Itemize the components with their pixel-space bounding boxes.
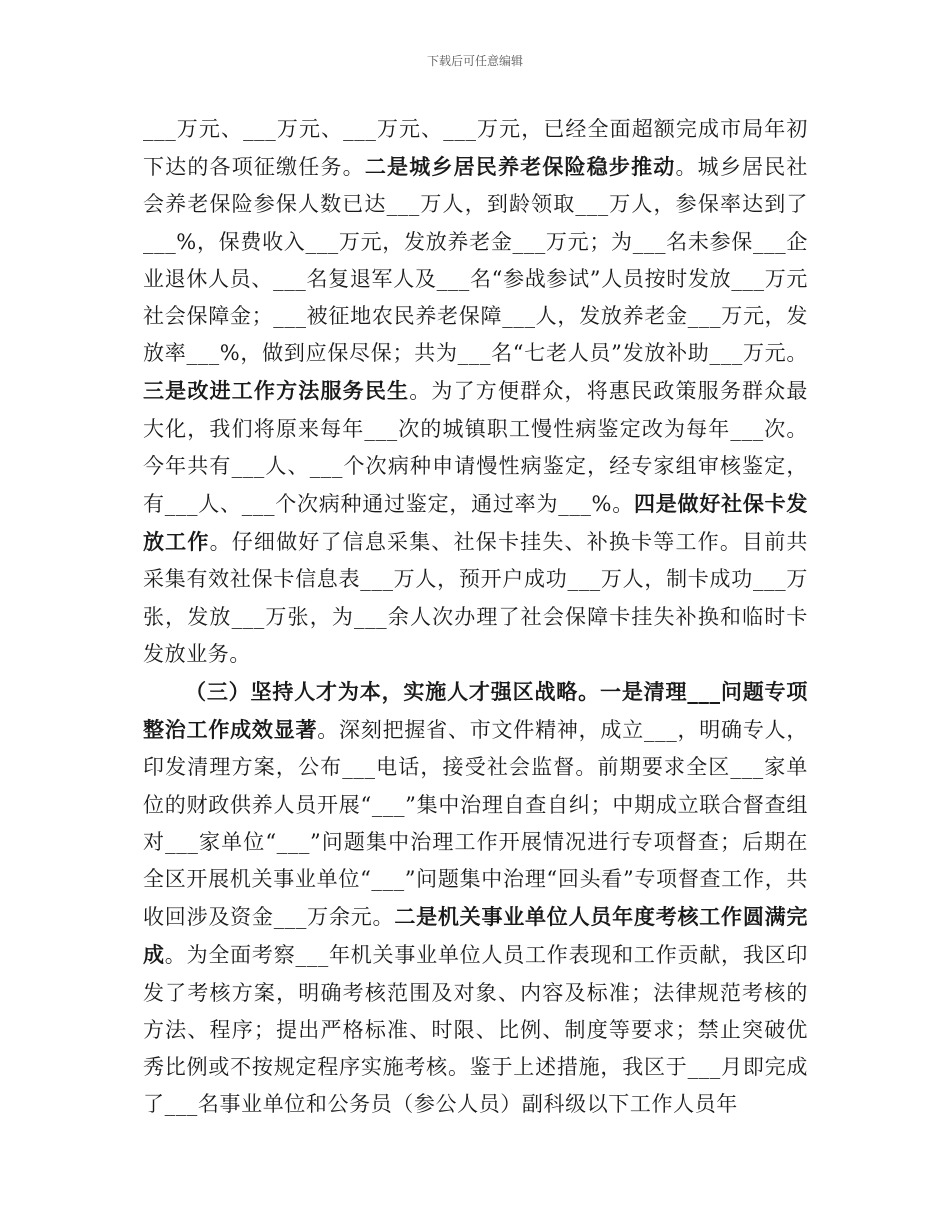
paragraph-1 xyxy=(143,111,808,673)
document-body xyxy=(143,111,808,1123)
text-run: 。为了方便群众，将惠民政策服务群众最大化，我们将原来每年___次的城镇职工慢性病鉴定改为每年___次。今年共有___人、___个次病种申请慢性病鉴定，经专家组审核鉴定，有___人、___个次病种通过鉴定，通过率为___%。 xyxy=(143,379,808,517)
text-run: 。为全面考察___年机关事业单位人员工作表现和工作贡献，我区印发了考核方案，明确考核范围及对象、内容及标准；法律规范考核的方法、程序；提出严格标准、时限、比例、制度等要求；禁止突破优秀比例或不按规定程序实施考核。鉴于上述措施，我区于___月即完成了___名事业单位和公务员（参公人员）副科级以下工作人员年 xyxy=(143,943,808,1117)
bold-heading-run: 三是改进工作方法服务民生 xyxy=(143,378,410,404)
text-run: 。仔细做好了信息采集、社保卡挂失、补换卡等工作。目前共采集有效社保卡信息表___万人，预开户成功___万人，制卡成功___万张，发放___万张，为___余人次办理了社会保障卡挂失补换和临时卡发放业务。 xyxy=(143,530,808,666)
paragraph-2 xyxy=(143,673,808,1123)
page-header: 下载后可任意编辑 xyxy=(426,54,523,68)
text-run: ___万元、___万元、___万元、___万元，已经全面超额完成市局年初下达的各项征缴任务。 xyxy=(143,117,808,180)
text-run: 。城乡居民社会养老保险参保人数已达___万人，到龄领取___万人，参保率达到了___%，保费收入___万元，发放养老金___万元；为___名未参保___企业退休人员、___名复退军人及___名“参战参试”人员按时发放___万元社会保障金；___被征地农民养老保障___人，发放养老金___万元，发放率___%，做到应保尽保；共为___名“七老人员”发放补助___万元。 xyxy=(143,155,808,366)
bold-heading-run: 四是做好社保卡发放工作 xyxy=(143,491,808,555)
bold-heading-run: 二是机关事业单位人员年度考核工作圆满完成 xyxy=(143,904,808,968)
text-run: 。深刻把握省、市文件精神，成立___，明确专人，印发清理方案，公布___电话，接受社会监督。前期要求全区___家单位的财政供养人员开展“___”集中治理自查自纠；中期成立联合督查组对___家单位“___”问题集中治理工作开展情况进行专项督查；后期在全区开展机关事业单位“___”问题集中治理“回头看”专项督查工作，共收回涉及资金___万余元。 xyxy=(143,718,808,930)
bold-heading-run: 二是城乡居民养老保险稳步推动 xyxy=(364,154,676,180)
section-heading-run: （三）坚持人才为本，实施人才强区战略。一是清理___问题专项整治工作成效显著 xyxy=(143,679,808,743)
